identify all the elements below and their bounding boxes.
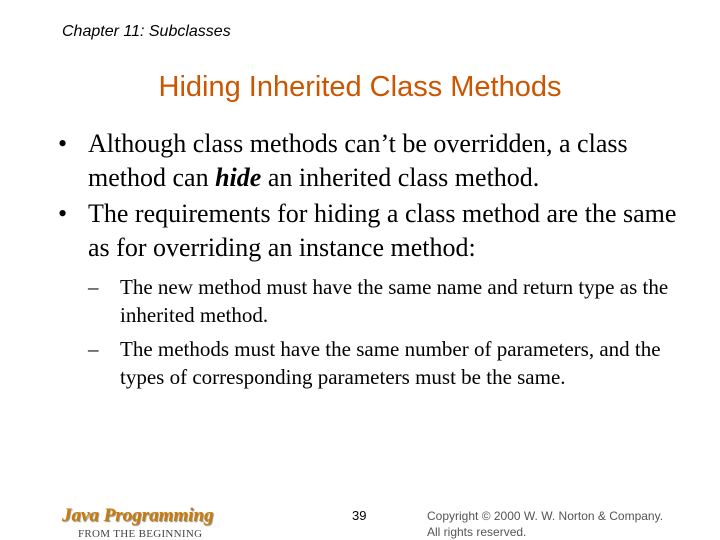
sub-bullet-item — [58, 273, 698, 329]
rights-line: All rights reserved. — [427, 525, 527, 539]
dash-marker: – — [88, 275, 99, 299]
sub-bullet-item — [58, 335, 698, 391]
bullet-list — [58, 127, 698, 391]
sub-bullet-text: The methods must have the same number of parameters, and the types of corresponding parameters must be the same. — [120, 337, 661, 389]
chapter-header: Chapter 11: Subclasses — [62, 23, 231, 40]
dash-marker: – — [88, 337, 99, 361]
page-number: 39 — [352, 508, 367, 523]
brand-logo-text: Java Programming — [62, 505, 214, 526]
bullet-item — [58, 197, 698, 265]
copyright-notice — [427, 508, 707, 540]
sub-bullet-list — [58, 273, 698, 391]
copyright-line: Copyright © 2000 W. W. Norton & Company. — [427, 509, 664, 523]
bullet-item — [58, 127, 698, 195]
sub-bullet-text: The new method must have the same name and return type as the inherited method. — [120, 275, 669, 327]
brand-subtitle: FROM THE BEGINNING — [78, 528, 203, 540]
slide-title: Hiding Inherited Class Methods — [158, 71, 562, 103]
bullet-text: The requirements for hiding a class method are the same as for overriding an instance method: — [88, 199, 677, 262]
bullet-marker: • — [58, 199, 68, 228]
emphasis-text: hide — [215, 163, 262, 192]
bullet-text-continued: an inherited class method. — [261, 163, 540, 192]
bullet-marker: • — [58, 129, 68, 158]
bullet-text: Although class methods can’t be overridden, a class method can — [88, 129, 628, 192]
